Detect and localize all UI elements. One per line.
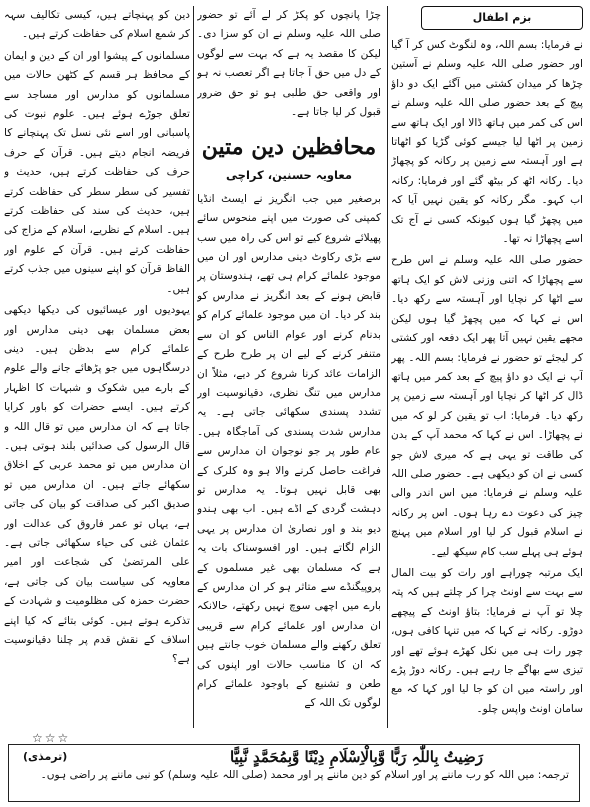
paragraph: مسلمانوں کے پیشوا اور ان کے دین و ایمان کے محافظ ہر قسم کے کٹھن حالات میں مسلمانوں کو مدارس اور مساجد سے تعلق جوڑے ہوئے ہیں۔ علوم نبوت کی پاسبانی اور اسے نئی نسل تک پہنچانے کا فریضہ انجام دیتے ہیں۔ قرآن کے حرف حرف کی حفاظت کرتے ہیں، حدیث و تفسیر کی سطر سطر کی حفاظت کرتے ہیں، حدیث کی سند کی حفاظت کرتے ہیں۔ اسلام کے نظریے، اسلام کے مزاج کی حفاظت کرتے ہیں۔ قرآن کے علوم اور الفاظ قرآن کو اپنے سینوں میں جذب کرتے ہیں۔ [4, 49, 190, 295]
star-ornaments: ☆☆☆ [32, 731, 71, 745]
paragraph: چڑا پانچوں کو پکڑ کر لے آئے تو حضور صلی اللہ علیہ وسلم نے ان کو سزا دی۔ لیکن کا مقصد یہ ہے کہ بہت سے لوگوں کے دل میں حق آ جاتا ہے اگر تعصب نہ ہو اور واقعی حق طلبی ہو تو حق ضرور قبول کر لیا جاتا ہے۔ [197, 9, 381, 119]
column-divider [193, 6, 194, 728]
column-right [391, 6, 583, 731]
hadith-translation: ترجمہ: میں اللہ کو رب ماننے پر اور اسلام کو دین ماننے پر اور محمد (صلی اللہ علیہ وسلم) کو نبی ماننے پر راضی ہوں۔ [40, 769, 569, 781]
paragraph: یہودیوں اور عیسائیوں کی دیکھا دیکھی بعض مسلمان بھی دینی مدارس اور علمائے کرام سے بدظن ہیں۔ دینی درسگاہوں میں جو پڑھائے جانے والے علوم کے بارے میں شکوک و شبہات کا اظہار کرتے ہیں۔ ایسے حضرات کو باور کرایا جاتا ہے کہ ان مدارس میں تو قال اللہ و قال الرسول کی صدائیں بلند ہوتی ہیں۔ ان مدارس میں تو محمد عربی کے اخلاق سکھائے جاتے ہیں۔ ان مدارس میں تو صدیق اکبر کی صداقت کو بیان کی جاتی ہے، یہاں تو عمر فاروق کی عدالت اور عثمان غنی کی حیاء سکھائی جاتی ہے۔ علی المرتضیٰ کی شجاعت اور امیر معاویہ کی سیاست بیان کی جاتی ہے، حضرت حمزہ کی مظلومیت و شہادت کے تذکرے ہوتے ہیں۔ کوئی بتائے کہ کیا اپنے اسلاف کے نقش قدم پر چلنا دقیانوسیت ہے؟ [4, 304, 190, 666]
column-left [4, 6, 190, 731]
article-byline: معاویہ حسنین، کراچی [226, 168, 352, 183]
paragraph: دین کو پہنچاتے ہیں، کیسی تکالیف سہہ کر شمع اسلام کی حفاظت کرتے ہیں۔ [4, 9, 190, 41]
paragraph: حضور صلی اللہ علیہ وسلم نے اس طرح سے پچھاڑا کہ اتنی وزنی لاش کو ایک ہاتھ سے اٹھا کر نچایا اور آہستہ سے رکھ دیا۔ اس نے کہا کہ میں پچھڑ گیا ہوں لیکن مجھے یقین نہیں آتا پھر ایک دفعہ اور کشتی کر لیجئے تو حضور نے فرمایا: بسم اللہ۔ پھر آپ نے ایک دو داؤ پیچ کے بعد کمر میں ہاتھ ڈال کر اٹھا کر نچایا اور آہستہ سے زمین پر رکھ دیا۔ فرمایا: اب تو یقین کر لو کہ میں نے پچھاڑا۔ اس نے کہا کہ محمد آپ کے بدن کی طاقت تو یہی ہے کہ میری لاش جو کسی نے ان کو دیکھی ہے۔ حضور صلی اللہ علیہ وسلم نے فرمایا: میں اس اندر والی چیز کی دعوت دے رہا ہوں۔ اس پر رکانہ نے اسلام قبول کر لیا اور اسلام میں پہنچ ہوئے ہی پہلے سب کام سیکھ لیے۔ [391, 254, 583, 558]
section-tag: بزم اطفال [421, 6, 583, 30]
paragraph: ایک مرتبہ چوراہے اور رات کو بیت المال سے بہت سے اونٹ چرا کر چلتے ہیں کہ پتہ چلا تو آپ نے فرمایا: بتاؤ اونٹ کے پیچھے دوڑو۔ رکانہ نے کہا کہ میں تنہا کافی ہوں، چور رات ہی میں نکل کھڑے ہوئے تھے اور تیزی سے بھاگے جا رہے ہیں۔ رکانہ دوڑ پڑے اور راستہ میں ان کو جا لیا اور کہا کہ مع سامان اونٹ واپس چلو۔ [391, 566, 583, 715]
column-middle [197, 6, 381, 731]
hadith-box [8, 744, 580, 802]
paragraph: برصغیر میں جب انگریز نے ایسٹ انڈیا کمپنی کی صورت میں اپنے منحوس سائے پھیلائے شروع کیے تو اس کی راہ میں سب سے بڑی رکاوٹ دینی مدارس اور ان میں موجود علمائے کرام ہی تھے، ہندوستان پر قابض ہونے کے بعد انگریز نے مدارس کو بند کر دیا۔ ان میں موجود علمائے کرام کو بدنام کرنے اور عوام الناس کو ان سے متنفر کرنے کے لیے ان پر طرح طرح کے الزامات عائد کرنا شروع کر دیے، مثلاً ان مدارس میں تنگ نظری، دقیانوسیت اور تشدد پسندی سکھائی جاتی ہے۔ یہ مدارس شدت پسندی کی آماجگاہ ہیں۔ عام طور پر جو نوجوان ان مدارس سے فراغت حاصل کرنے والا ہو وہ کلرک کے بھی قابل نہیں ہوتا۔ یہ مدارس تو دہشت گردی کے اڈے ہیں۔ اب بھی ہندو دیو بند و اور نصاریٰ ان مدارس پر یہی الزام لگاتے ہیں۔ اور افسوسناک بات یہ ہے کہ مسلمان بھی غیر مسلموں کے پروپیگنڈے سے متاثر ہو کر ان مدارس کے بارے میں اچھی سوچ نہیں رکھتے، حالانکہ ان مدارس اور علمائے کرام سے قریبی تعلق رکھنے والے مسلمان خوب جانتے ہیں کہ ان کا مناسب حالات اور اپنوں کی طعن و تشنیع کے باوجود علمائے کرام لوگوں تک اللہ کے [197, 192, 381, 710]
hadith-source: (ترمذی) [23, 750, 68, 763]
article-title: محافظین دین متین [201, 134, 377, 161]
column-divider [387, 6, 388, 728]
paragraph: نے فرمایا: بسم اللہ، وہ لنگوٹ کس کر آ گیا اور حضور صلی اللہ علیہ وسلم نے آستین چڑھا کر میدان کشتی میں آگئے ایک دو داؤ پیچ کے بعد حضور صلی اللہ علیہ وسلم نے اس کی کمر میں ہاتھ ڈالا اور ایک ہاتھ سے زمین پر اٹھا لیا جیسے کوئی گڑیا کو اٹھاتا ہے اور آہستہ سے زمین پر رکانہ کو پچھاڑ دیا۔ رکانہ اٹھ کر بیٹھ گئے اور فرمایا: رکانہ اب کہو۔ مگر رکانہ کو یقین نہیں آیا کہ میں پچھڑ گیا ہوں کیونکہ کسی نے آج تک اسے پچھاڑا نہ تھا۔ [391, 39, 583, 246]
hadith-arabic: رَضِیتُ بِاللّٰہِ رَبًّا وَّبِالْاِسْلَامِ دِیْنًا وَّبِمُحَمَّدٍ نَّبِیًّا [229, 748, 483, 766]
